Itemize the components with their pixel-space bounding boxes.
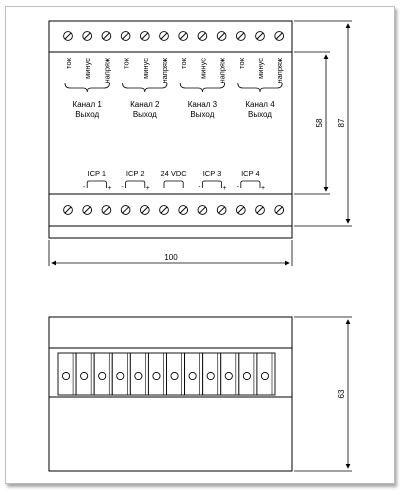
wire-hole-icon — [171, 372, 178, 379]
pair-bracket — [87, 181, 106, 188]
terminal-screw-icon — [64, 206, 73, 215]
terminal-screw-icon — [140, 32, 149, 41]
terminal-screw-icon — [236, 206, 245, 215]
wire-hole-icon — [135, 372, 142, 379]
pair-bracket — [202, 181, 221, 188]
terminal-screw-icon — [256, 32, 265, 41]
front-terminal-cell — [203, 353, 221, 395]
front-terminal-cell — [239, 353, 257, 395]
terminal-screw-icon — [198, 206, 207, 215]
front-terminal-cell — [221, 353, 239, 395]
channel-mode: Выход — [248, 110, 272, 119]
terminal-screw-icon — [83, 206, 92, 215]
front-terminal-cell — [148, 353, 166, 395]
front-view — [49, 317, 352, 471]
channel-mode: Выход — [75, 110, 100, 119]
power-label-group-3 — [160, 169, 187, 188]
front-terminal-block — [58, 353, 275, 395]
wire-label: ток — [236, 58, 246, 69]
channel-name: Канал 4 — [245, 100, 275, 109]
wire-label: ток — [64, 58, 73, 69]
bottom-terminal-screws — [64, 206, 284, 215]
terminal-screw-icon — [217, 32, 226, 41]
terminal-screw-icon — [121, 32, 130, 41]
polarity-minus: - — [198, 184, 201, 191]
wire-hole-icon — [189, 372, 196, 379]
wire-hole-icon — [153, 372, 160, 379]
terminal-screw-icon — [83, 32, 92, 41]
wire-label: минус — [83, 58, 93, 79]
dimension-width-value: 100 — [164, 253, 178, 262]
wire-label: минус — [198, 58, 208, 79]
terminal-screw-icon — [179, 206, 188, 215]
wire-hole-icon — [225, 372, 232, 379]
power-label: ICP 2 — [125, 169, 145, 178]
power-label-group-1 — [83, 169, 111, 192]
wire-label: минус — [256, 58, 265, 79]
power-label: ICP 4 — [241, 169, 260, 178]
terminal-screw-icon — [102, 206, 111, 215]
polarity-minus: - — [121, 184, 124, 191]
pair-bracket — [164, 181, 183, 188]
channel-name: Канал 1 — [72, 100, 102, 109]
polarity-plus: + — [145, 185, 150, 192]
terminal-screw-icon — [160, 32, 169, 41]
polarity-minus: - — [236, 184, 239, 191]
front-terminal-cell — [257, 353, 275, 395]
terminal-screw-icon — [198, 32, 207, 41]
power-label-group-4 — [198, 169, 226, 192]
power-label-group-5 — [237, 169, 265, 192]
front-terminal-cell — [58, 353, 76, 395]
dimension-inner-height-value: 58 — [315, 118, 324, 128]
wire-hole-icon — [207, 372, 214, 379]
wire-label: ток — [121, 58, 131, 69]
wire-label: ток — [179, 58, 189, 69]
wire-hole-icon — [99, 372, 106, 379]
wire-label: напряж — [160, 58, 169, 84]
wire-hole-icon — [243, 372, 250, 379]
device-body-outline — [49, 21, 292, 238]
top-view — [49, 21, 352, 266]
channel-name: Канал 2 — [130, 100, 160, 109]
front-terminal-cell — [112, 353, 130, 395]
power-label-group-2 — [121, 169, 149, 192]
dimension-width — [49, 240, 292, 266]
front-terminal-cell — [76, 353, 94, 395]
terminal-screw-icon — [236, 32, 245, 41]
channel-2-label-group — [122, 57, 169, 119]
polarity-plus: + — [260, 185, 266, 192]
power-labels — [83, 169, 265, 192]
channel-mode: Выход — [190, 110, 215, 119]
dimension-inner-height — [294, 52, 330, 194]
wire-hole-icon — [117, 372, 124, 379]
pair-bracket — [126, 181, 145, 188]
channel-3-label-group — [179, 57, 226, 119]
pair-bracket — [241, 181, 260, 188]
channel-4-label-group — [237, 57, 284, 119]
channel-mode: Выход — [132, 110, 157, 119]
front-terminal-cell — [167, 353, 185, 395]
top-terminal-screws — [64, 32, 284, 41]
wire-hole-icon — [81, 372, 88, 379]
dimension-front-height — [294, 317, 352, 471]
power-label: ICP 1 — [87, 169, 107, 178]
channel-1-label-group — [64, 57, 111, 119]
terminal-screw-icon — [275, 32, 284, 41]
wire-label: напряж — [217, 58, 227, 84]
wire-label: минус — [140, 58, 150, 79]
polarity-minus: - — [83, 184, 86, 191]
terminal-screw-icon — [102, 32, 111, 41]
wire-label: напряж — [275, 58, 285, 84]
front-terminal-cell — [185, 353, 203, 395]
front-terminal-cell — [130, 353, 148, 395]
terminal-screw-icon — [64, 32, 73, 41]
polarity-plus: + — [222, 185, 227, 192]
power-label: 24 VDC — [160, 169, 187, 178]
terminal-screw-icon — [217, 206, 226, 215]
terminal-screw-icon — [140, 206, 149, 215]
dimension-front-height-value: 63 — [337, 389, 346, 399]
terminal-screw-icon — [275, 206, 284, 215]
wire-label: напряж — [102, 57, 112, 84]
terminal-screw-icon — [256, 206, 265, 215]
front-terminal-cell — [94, 353, 112, 395]
dimension-total-height-value: 87 — [337, 118, 346, 128]
wire-hole-icon — [62, 372, 69, 379]
power-label: ICP 3 — [202, 169, 222, 178]
terminal-screw-icon — [179, 32, 188, 41]
wire-hole-icon — [261, 372, 268, 379]
terminal-screw-icon — [160, 206, 169, 215]
channel-name: Канал 3 — [187, 100, 218, 109]
polarity-plus: + — [107, 185, 112, 192]
channel-labels — [64, 57, 284, 119]
terminal-screw-icon — [121, 206, 130, 215]
